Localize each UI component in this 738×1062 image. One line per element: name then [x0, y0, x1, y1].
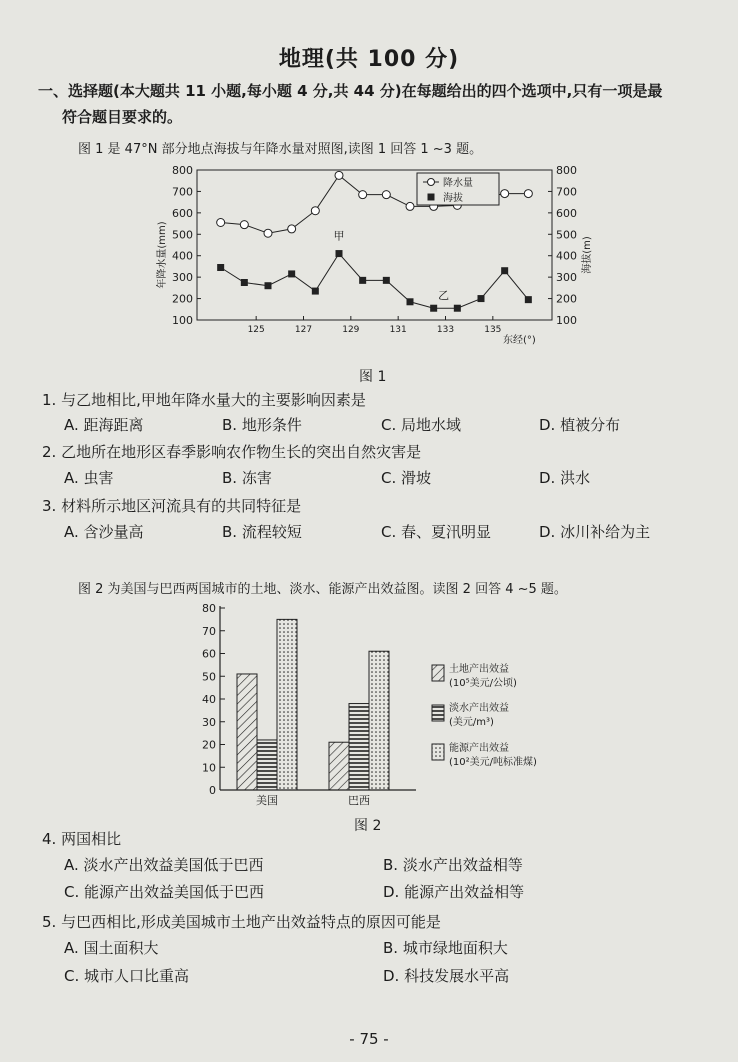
altitude-point: [336, 250, 343, 257]
y-tick-label: 0: [209, 784, 216, 797]
y-tick-label: 70: [202, 624, 216, 638]
y-tick-label-left: 500: [172, 228, 193, 242]
y-tick-label-right: 200: [556, 292, 577, 306]
altitude-point: [359, 277, 366, 284]
precip-point: [217, 219, 225, 227]
legend-square-icon: [428, 194, 435, 201]
x-tick-label: 131: [389, 325, 407, 335]
y-tick-label-left: 100: [172, 314, 193, 327]
q1-option-d: D. 植被分布: [539, 416, 621, 434]
y-axis-label-left: 年降水量(mm): [157, 221, 168, 289]
q2-option-c: C. 滑坡: [381, 469, 432, 487]
legend-land-icon: [432, 665, 444, 681]
y-tick-label-left: 300: [172, 271, 193, 285]
legend: [432, 662, 537, 768]
q5-option-b: B. 城市绿地面积大: [383, 939, 508, 957]
legend-land-line1: 土地产出效益: [449, 664, 509, 675]
q1-option-c: C. 局地水域: [381, 416, 462, 434]
figure2-intro: 图 2 为美国与巴西两国城市的土地、淡水、能源产出效益图。读图 2 回答 4 ~5 题。: [78, 582, 567, 597]
precip-point: [335, 171, 343, 179]
legend-energy-line2: (10²美元/吨标准煤): [449, 757, 537, 768]
altitude-point: [525, 296, 532, 303]
legend-circle-icon: [428, 179, 435, 186]
altitude-point: [407, 298, 414, 305]
altitude-point: [265, 282, 272, 289]
question-1-stem: 1. 与乙地相比,甲地年降水量大的主要影响因素是: [42, 391, 366, 409]
y-axis-label-right: 海拔(m): [582, 236, 593, 274]
legend-energy-icon: [432, 744, 444, 760]
q3-option-b: B. 流程较短: [222, 523, 302, 541]
altitude-point: [383, 277, 390, 284]
water-bar: [257, 740, 277, 790]
precip-point: [264, 229, 272, 237]
figure1-chart: [145, 160, 605, 375]
section-heading-line2: 符合题目要求的。: [62, 108, 183, 126]
q4-option-c: C. 能源产出效益美国低于巴西: [64, 883, 265, 901]
x-tick-label: 135: [484, 325, 502, 335]
legend-altitude: 海拔: [443, 193, 463, 204]
figure1-intro: 图 1 是 47°N 部分地点海拔与年降水量对照图,读图 1 回答 1 ~3 题。: [78, 142, 483, 157]
altitude-point: [288, 270, 295, 277]
legend-energy-line1: 能源产出效益: [449, 743, 509, 754]
energy-bar: [277, 619, 297, 790]
y-tick-label-right: 600: [556, 206, 577, 220]
question-5-stem: 5. 与巴西相比,形成美国城市土地产出效益特点的原因可能是: [42, 913, 441, 931]
energy-bar: [369, 651, 389, 790]
q4-option-b: B. 淡水产出效益相等: [383, 856, 523, 874]
altitude-point: [312, 288, 319, 295]
y-tick-label-left: 200: [172, 292, 193, 306]
annotation-yi: 乙: [438, 289, 450, 303]
figure2-caption: 图 2: [354, 818, 382, 834]
figure1-caption: 图 1: [359, 369, 387, 385]
legend-land-line2: (10⁵美元/公顷): [449, 678, 517, 689]
question-4-stem: 4. 两国相比: [42, 830, 122, 848]
category-label: 美国: [256, 794, 278, 807]
precip-point: [359, 191, 367, 199]
y-tick-label: 50: [202, 670, 216, 684]
q1-option-a: A. 距海距离: [64, 416, 144, 434]
section-heading-line1: 一、选择题(本大题共 11 小题,每小题 4 分,共 44 分)在每题给出的四个选项中,只有一项是最: [38, 82, 663, 100]
y-tick-label-right: 500: [556, 228, 577, 242]
land-bar: [237, 674, 257, 790]
q3-option-d: D. 冰川补给为主: [539, 523, 651, 541]
y-tick-label-left: 600: [172, 206, 193, 220]
altitude-point: [430, 305, 437, 312]
altitude-point: [241, 279, 248, 286]
q4-option-d: D. 能源产出效益相等: [383, 883, 525, 901]
annotation-jia: 甲: [333, 229, 345, 243]
precip-point: [288, 225, 296, 233]
page-title: 地理(共 100 分): [278, 47, 460, 72]
y-tick-label: 40: [202, 693, 216, 706]
altitude-point: [217, 264, 224, 271]
q3-option-a: A. 含沙量高: [64, 523, 144, 541]
y-tick-label: 60: [202, 647, 216, 661]
precip-point: [406, 202, 414, 210]
legend-water-icon: [432, 705, 444, 721]
page-number: - 75 -: [349, 1030, 389, 1048]
question-3-stem: 3. 材料所示地区河流具有的共同特征是: [42, 497, 302, 515]
q2-option-b: B. 冻害: [222, 469, 272, 487]
altitude-point: [454, 305, 461, 312]
y-tick-label-right: 300: [556, 271, 577, 285]
precip-point: [311, 207, 319, 215]
x-tick-label: 125: [247, 325, 265, 335]
y-tick-label-left: 800: [172, 164, 193, 177]
y-tick-label-right: 700: [556, 185, 577, 199]
y-tick-label-right: 100: [556, 314, 577, 327]
altitude-point: [501, 267, 508, 274]
y-tick-label: 20: [202, 738, 216, 752]
q5-option-a: A. 国土面积大: [64, 939, 159, 957]
q2-option-d: D. 洪水: [539, 469, 591, 487]
x-axis-label: 东经(°): [503, 335, 536, 346]
y-tick-label: 30: [202, 715, 216, 729]
y-tick-label-right: 400: [556, 249, 577, 263]
x-tick-label: 127: [294, 325, 313, 335]
precip-point: [240, 221, 248, 229]
category-label: 巴西: [348, 794, 370, 807]
y-tick-label-left: 400: [172, 249, 193, 263]
precip-point: [524, 190, 532, 198]
x-tick-label: 133: [436, 325, 455, 335]
altitude-point: [478, 295, 485, 302]
y-tick-label-right: 800: [556, 164, 577, 177]
q2-option-a: A. 虫害: [64, 469, 114, 487]
precip-point: [501, 190, 509, 198]
q1-option-b: B. 地形条件: [222, 416, 302, 434]
land-bar: [329, 742, 349, 790]
q5-option-c: C. 城市人口比重高: [64, 967, 190, 985]
y-tick-label-left: 700: [172, 185, 193, 199]
water-bar: [349, 704, 369, 790]
q5-option-d: D. 科技发展水平高: [383, 967, 510, 985]
q4-option-a: A. 淡水产出效益美国低于巴西: [64, 856, 264, 874]
y-tick-label: 10: [202, 761, 216, 775]
figure2-chart: [190, 598, 610, 813]
question-2-stem: 2. 乙地所在地形区春季影响农作物生长的突出自然灾害是: [42, 443, 422, 461]
precip-point: [382, 191, 390, 199]
legend: [417, 173, 499, 205]
legend-precip: 降水量: [443, 178, 473, 189]
x-tick-label: 129: [342, 325, 360, 335]
y-tick-label: 80: [202, 602, 216, 615]
q3-option-c: C. 春、夏汛明显: [381, 523, 492, 541]
legend-water-line2: (美元/m³): [449, 717, 494, 728]
legend-water-line1: 淡水产出效益: [449, 703, 509, 714]
